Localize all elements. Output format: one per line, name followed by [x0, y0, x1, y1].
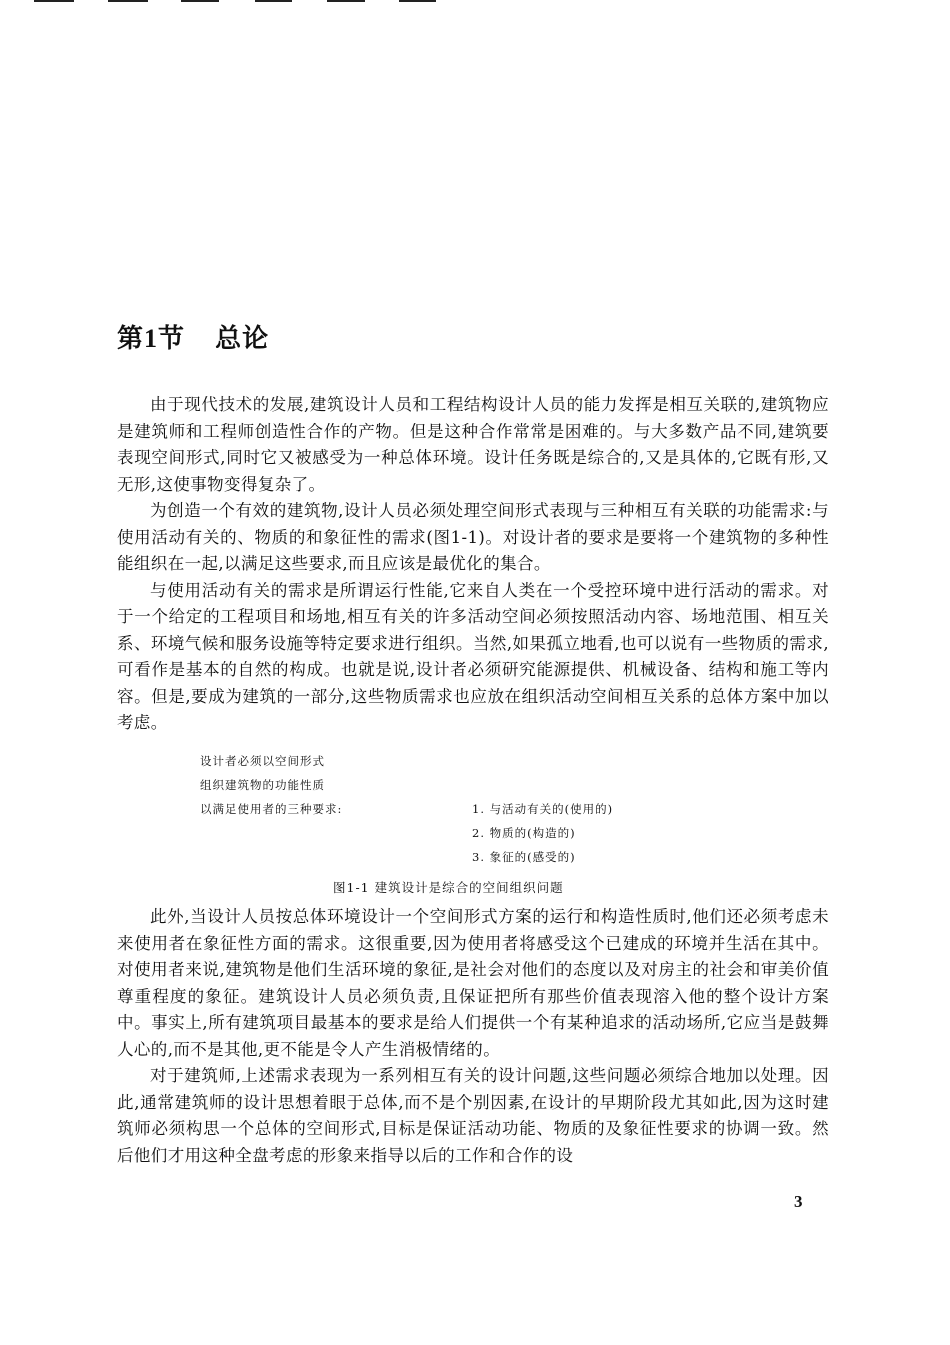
top-rule [327, 0, 365, 2]
section-title: 总论 [215, 324, 270, 354]
body-text-bottom [117, 904, 829, 1169]
figure-1-1 [117, 748, 829, 898]
paragraph: 为创造一个有效的建筑物,设计人员必须处理空间形式表现与三种相互有关联的功能需求:与使用活动有关的、物质的和象征性的需求(图1-1)。对设计者的要求是要将一个建筑物的多种性能组织在一起,以满足这些要求,而且应该是最优化的集合。 [117, 501, 829, 573]
figure-item: 3. 象征的(感受的) [472, 850, 576, 864]
top-rule [108, 0, 148, 2]
paragraph: 对于建筑师,上述需求表现为一系列相互有关的设计问题,这些问题必须综合地加以处理。因此,通常建筑师的设计思想着眼于总体,而不是个别因素,在设计的早期阶段尤其如此,因为这时建筑师必须构思一个总体的空间形式,目标是保证活动功能、物质的及象征性要求的协调一致。然后他们才用这种全盘考虑的形象来指导以后的工作和合作的设 [117, 1066, 829, 1165]
section-heading [117, 318, 269, 355]
paragraph: 此外,当设计人员按总体环境设计一个空间形式方案的运行和构造性质时,他们还必须考虑未来使用者在象征性方面的需求。这很重要,因为使用者将感受这个已建成的环境并生活在其中。对使用者来说,建筑物是他们生活环境的象征,是社会对他们的态度以及对房主的社会和审美价值尊重程度的象征。建筑设计人员必须负责,且保证把所有那些价值表现溶入他的整个设计方案中。事实上,所有建筑项目最基本的要求是给人们提供一个有某种追求的活动场所,它应当是鼓舞人心的,而不是其他,更不能是令人产生消极情绪的。 [117, 907, 829, 1059]
top-rule [255, 0, 292, 2]
paragraph: 与使用活动有关的需求是所谓运行性能,它来自人类在一个受控环境中进行活动的需求。对于一个给定的工程项目和场地,相互有关的许多活动空间必须按照活动内容、场地范围、相互关系、环境气候和服务设施等特定要求进行组织。当然,如果孤立地看,也可以说有一些物质的需求,可看作是基本的自然的构成。也就是说,设计者必须研究能源提供、机械设备、结构和施工等内容。但是,要成为建筑的一部分,这些物质需求也应放在组织活动空间相互关系的总体方案中加以考虑。 [117, 580, 829, 732]
section-number: 第1节 [117, 324, 186, 353]
top-rule [34, 0, 74, 2]
figure-left-line: 以满足使用者的三种要求: [200, 802, 343, 816]
figure-item: 1. 与活动有关的(使用的) [472, 802, 614, 816]
paragraph: 由于现代技术的发展,建筑设计人员和工程结构设计人员的能力发挥是相互关联的,建筑物应是建筑师和工程师创造性合作的产物。但是这种合作常常是困难的。与大多数产品不同,建筑要表现空间形式,同时它又被感受为一种总体环境。设计任务既是综合的,又是具体的,它既有形,又无形,这使事物变得复杂了。 [117, 395, 829, 494]
figure-item: 2. 物质的(构造的) [472, 826, 576, 840]
body-text-top [117, 392, 829, 737]
page-number: 3 [794, 1192, 803, 1211]
top-rule [181, 0, 219, 2]
top-rule [399, 0, 436, 2]
figure-left-line: 组织建筑物的功能性质 [200, 778, 325, 792]
figure-left-line: 设计者必须以空间形式 [200, 754, 325, 768]
figure-caption: 图1-1 建筑设计是综合的空间组织问题 [333, 880, 564, 895]
